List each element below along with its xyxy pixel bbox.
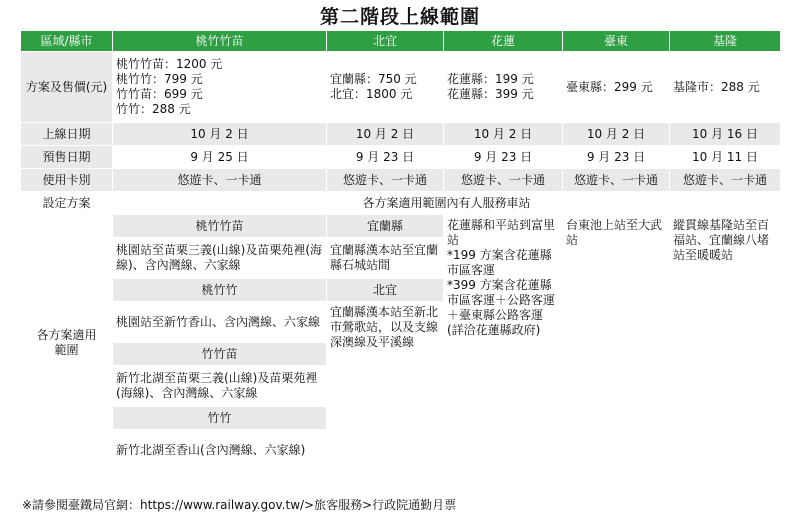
scope-taozhu-body: 新竹北湖至苗栗三義(山線)及苗栗苑裡(海線)、含內灣線、六家線 [113,366,327,407]
scheme-taozhu-line: 桃竹竹：799 元 [116,72,203,86]
launch-value: 10 月 2 日 [327,123,444,146]
header-beiyi: 北宜 [327,31,444,52]
scope-label: 各方案適用範圍 [21,215,113,471]
presale-value: 10 月 11 日 [670,146,781,169]
card-value: 悠遊卡、一卡通 [113,169,327,192]
card-value: 悠遊卡、一卡通 [327,169,444,192]
scope-hualien-line: *399 方案含花蓮縣市區客運＋公路客運＋臺東縣公路客運 [447,278,556,322]
page-title: 第二階段上線範圍 [319,6,480,28]
scope-taozhu-head: 桃竹竹苗 [113,215,327,238]
header-keelung: 基隆 [670,31,781,52]
scope-taozhu-body: 桃園站至苗栗三義(山線)及苗栗苑裡(海線)、含內灣線、六家線 [113,238,327,279]
launch-value: 10 月 2 日 [113,123,327,146]
card-row [21,169,781,192]
header-taozhu: 桃竹竹苗 [113,31,327,52]
scheme-hualien [444,52,563,123]
pass-table [20,30,781,471]
scheme-taozhu-line: 竹竹苗：699 元 [116,87,203,101]
scope-beiyi-body: 宜蘭縣漢本站至新北市鶯歌站，以及支線深澳線及平溪線 [327,302,444,471]
scheme-hualien-line: 花蓮縣：199 元 [447,72,534,86]
card-label: 使用卡別 [21,169,113,192]
presale-label: 預售日期 [21,146,113,169]
presale-value: 9 月 23 日 [327,146,444,169]
scheme-keelung: 基隆市：288 元 [670,52,781,123]
card-value: 悠遊卡、一卡通 [670,169,781,192]
header-hualien: 花蓮 [444,31,563,52]
setting-row [21,192,781,215]
launch-label: 上線日期 [21,123,113,146]
setting-value: 各方案適用範圍內有人服務車站 [113,192,781,215]
header-row [21,31,781,52]
scope-beiyi-body: 宜蘭縣漢本站至宜蘭縣石城站間 [327,238,444,279]
scheme-taitung: 臺東縣：299 元 [563,52,670,123]
scheme-taozhu [113,52,327,123]
presale-value: 9 月 23 日 [563,146,670,169]
scope-beiyi-head: 宜蘭縣 [327,215,444,238]
scheme-hualien-line: 花蓮縣：399 元 [447,87,534,101]
scheme-label: 方案及售價(元) [21,52,113,123]
scope-taozhu-head: 竹竹 [113,407,327,430]
scope-hualien-line: 花蓮縣和平站到富里站 [447,218,556,247]
scope-taozhu-body: 桃園站至新竹香山、含內灣線、六家線 [113,302,327,343]
presale-row [21,146,781,169]
header-region: 區域/縣市 [21,31,113,52]
scope-taozhu-head: 桃竹竹 [113,279,327,302]
launch-value: 10 月 2 日 [563,123,670,146]
scope-hualien [444,215,563,471]
scope-taozhu-body: 新竹北湖至香山(含內灣線、六家線) [113,430,327,471]
launch-row [21,123,781,146]
launch-value: 10 月 2 日 [444,123,563,146]
presale-value: 9 月 23 日 [444,146,563,169]
launch-value: 10 月 16 日 [670,123,781,146]
scheme-row [21,52,781,123]
presale-value: 9 月 25 日 [113,146,327,169]
scheme-taozhu-line: 桃竹竹苗：1200 元 [116,57,223,71]
header-taitung: 臺東 [563,31,670,52]
scheme-taozhu-line: 竹竹：288 元 [116,102,191,116]
scope-taozhu-head: 竹竹苗 [113,343,327,366]
scope-beiyi-head: 北宜 [327,279,444,302]
scope-taitung: 台東池上站至大武站 [563,215,670,471]
scope-keelung: 縱貫線基隆站至百福站、宜蘭線八堵站至暖暖站 [670,215,781,471]
card-value: 悠遊卡、一卡通 [444,169,563,192]
scope-row-1 [21,215,781,238]
scope-hualien-line: *199 方案含花蓮縣市區客運 [447,248,552,277]
scheme-beiyi-line: 北宜：1800 元 [330,87,413,101]
scheme-beiyi-line: 宜蘭縣：750 元 [330,72,417,86]
scheme-beiyi [327,52,444,123]
setting-label: 設定方案 [21,192,113,215]
card-value: 悠遊卡、一卡通 [563,169,670,192]
footnote: ※請參閱臺鐵局官網：https://www.railway.gov.tw/>旅客服務>行政院通勤月票 [22,498,457,512]
scope-hualien-line: (詳洽花蓮縣政府) [447,323,541,337]
